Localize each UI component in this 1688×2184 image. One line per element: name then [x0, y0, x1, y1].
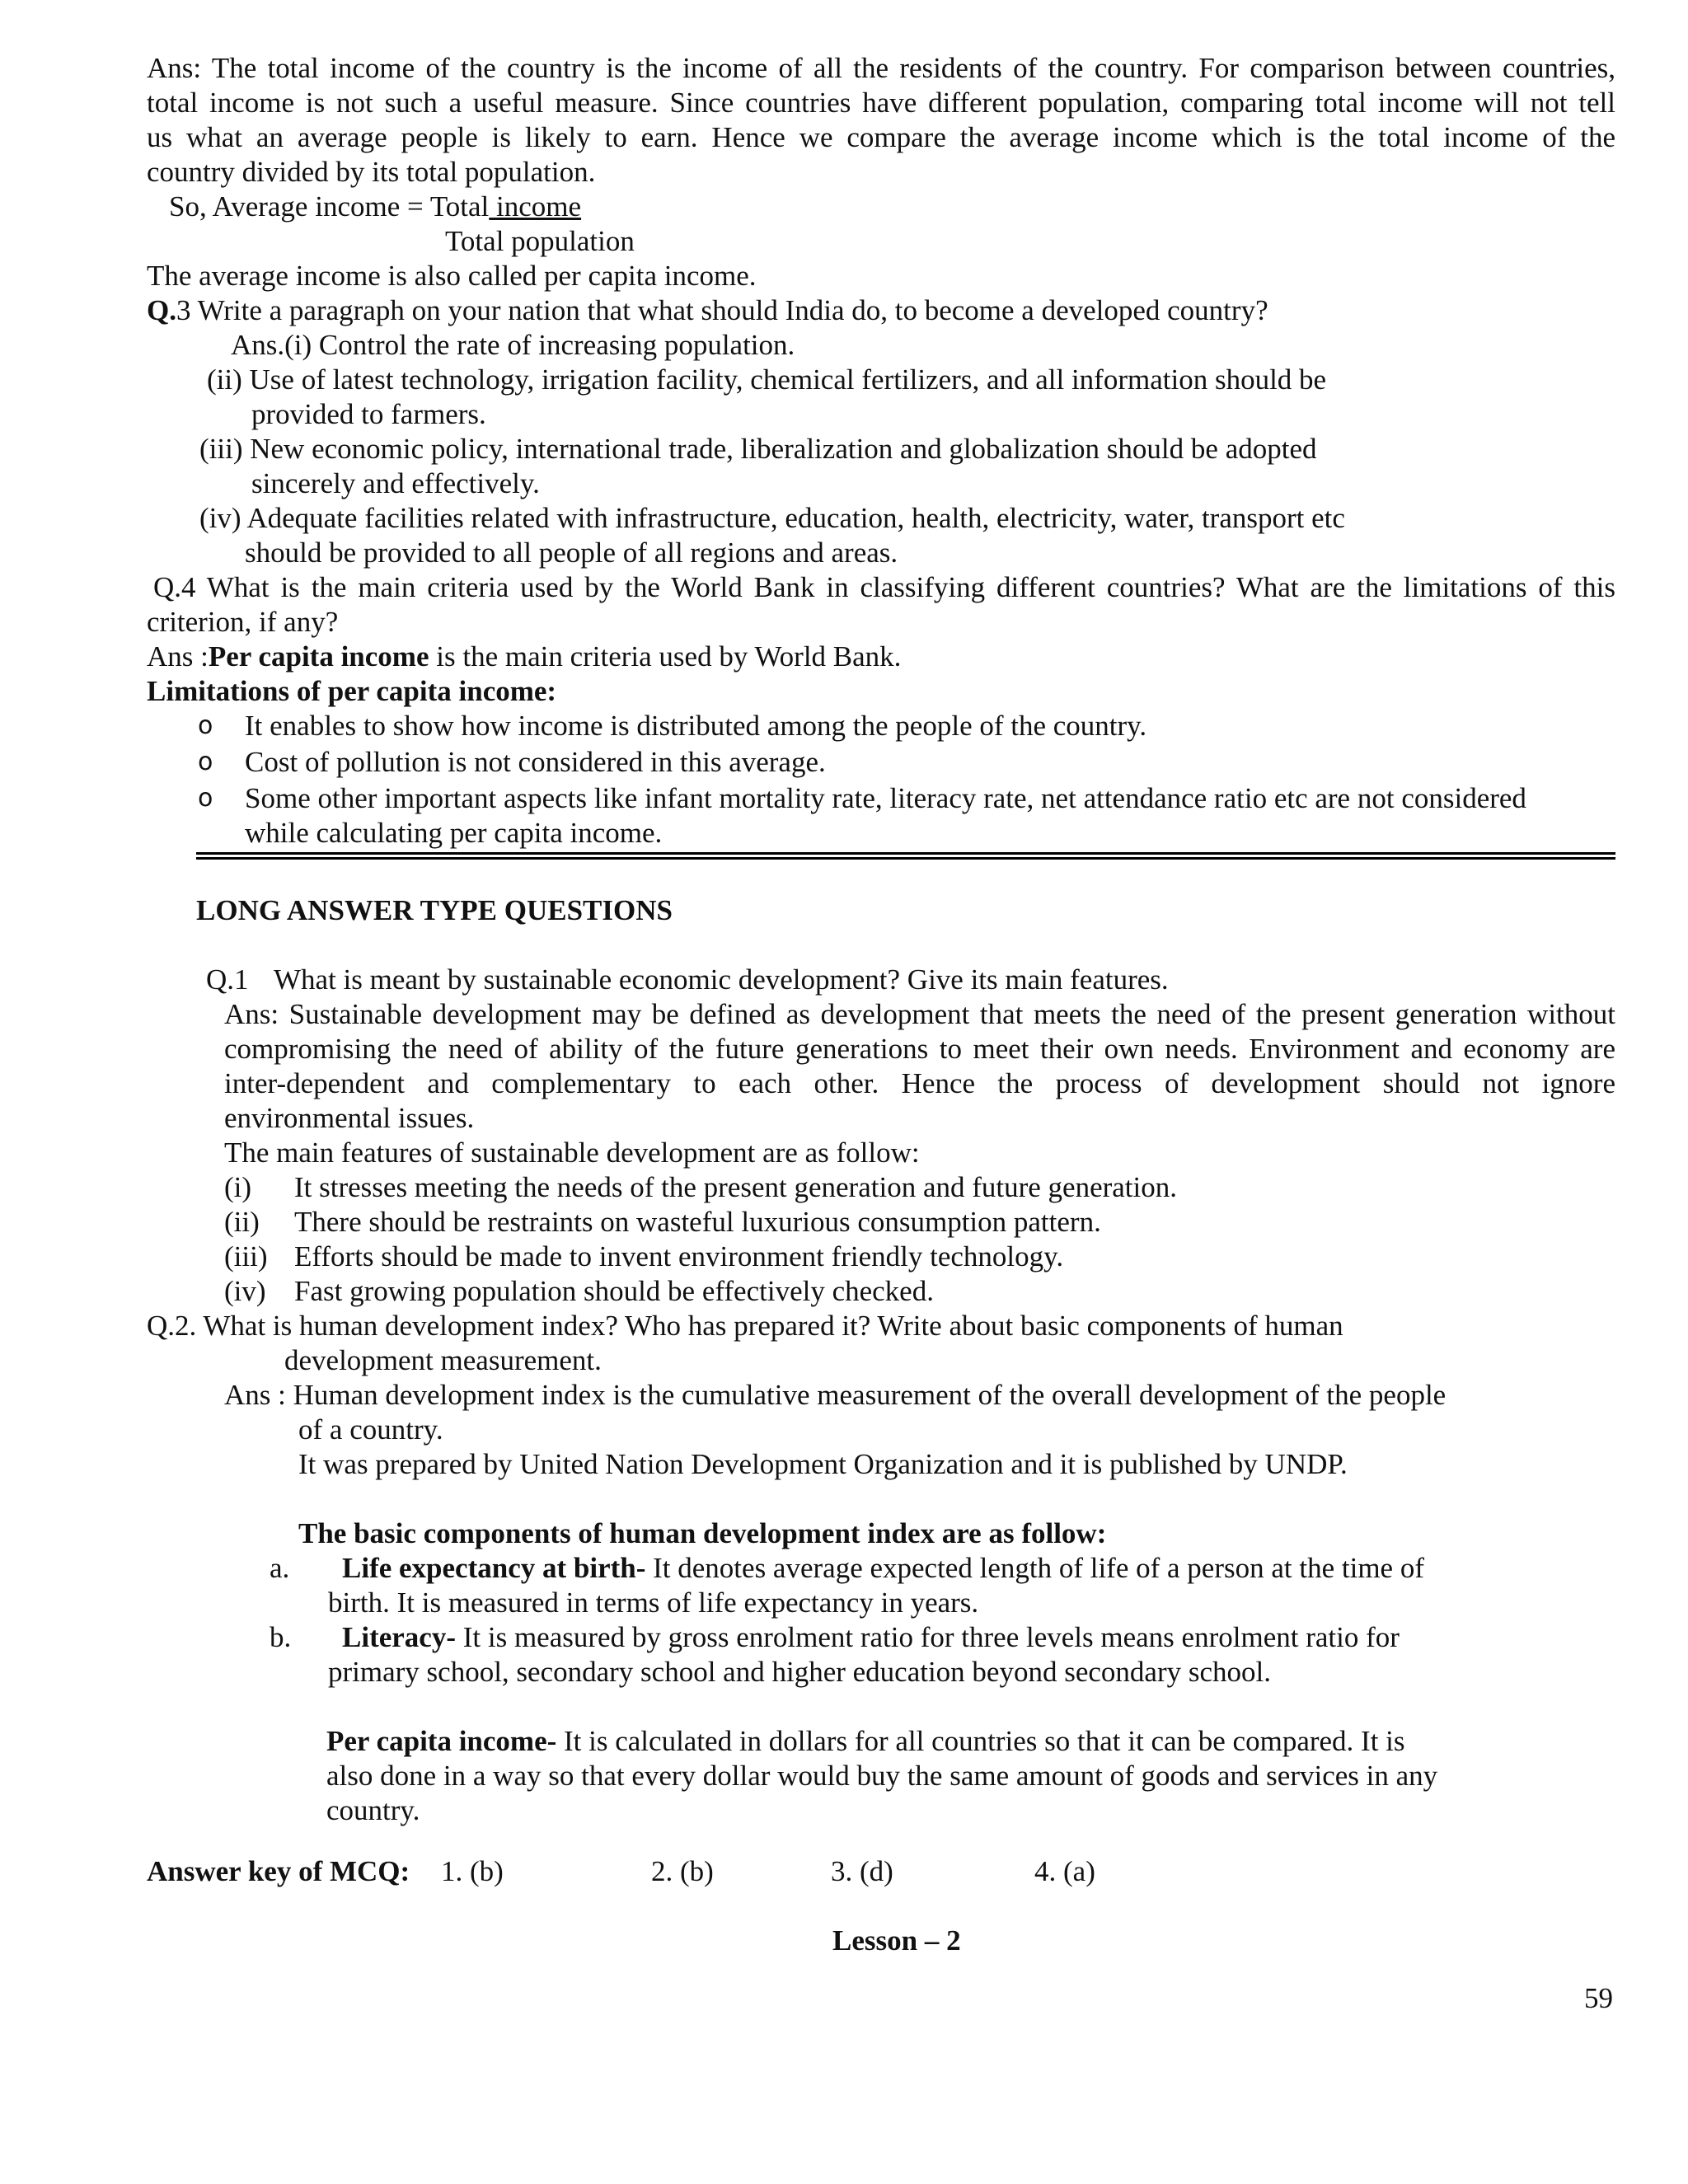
feature-4-text: Fast growing population should be effectively checked.	[294, 1275, 934, 1307]
long-q1-label: Q.1	[206, 963, 249, 996]
long-q2-line-2: development measurement.	[284, 1344, 602, 1376]
pci-line-3: country.	[326, 1794, 420, 1826]
pci-title: Per capita income-	[326, 1725, 557, 1757]
long-q2-ans-line-2: of a country.	[298, 1413, 443, 1446]
limitation-3-cont: while calculating per capita income.	[245, 817, 663, 849]
limitation-1: It enables to show how income is distributed among the people of the country.	[245, 710, 1147, 742]
page-number: 59	[1584, 1982, 1613, 2014]
q4-question-line-2: criterion, if any?	[147, 606, 339, 638]
q4-answer	[147, 640, 901, 674]
answer-key-item-1: 1. (b)	[441, 1855, 504, 1887]
bullet-icon: o	[198, 711, 213, 740]
q3-answer-1: Ans.(i) Control the rate of increasing population.	[231, 329, 795, 361]
q4-ans-bold: Per capita income	[208, 640, 429, 673]
feature-2-text: There should be restraints on wasteful luxurious consumption pattern.	[294, 1206, 1101, 1238]
intro-line-4: country divided by its total population.	[147, 156, 596, 188]
q3-answer-4-cont: should be provided to all people of all regions and areas.	[245, 537, 898, 569]
long-q1-ans-last: environmental issues.	[224, 1102, 475, 1134]
component-a-text: It denotes average expected length of life of a person at the time of	[645, 1552, 1424, 1584]
q3-label: Q.	[147, 294, 176, 326]
q4-question-line-1: Q.4 What is the main criteria used by the World Bank in classifying different countries? What are the limitations of this	[153, 571, 1615, 603]
feature-1-text: It stresses meeting the needs of the present generation and future generation.	[294, 1171, 1178, 1203]
feature-3-num: (iii)	[224, 1240, 268, 1272]
component-b	[342, 1620, 1400, 1655]
intro-line-3: us what an average people is likely to earn. Hence we compare the average income which is the total income of the	[147, 121, 1615, 153]
long-q1-ans-line-3: inter-dependent and complementary to each other. Hence the process of development should not ignore	[224, 1067, 1615, 1099]
per-capita-note: The average income is also called per capita income.	[147, 260, 757, 292]
pci-line-2: also done in a way so that every dollar would buy the same amount of goods and services in any	[326, 1760, 1438, 1792]
q4-ans-rest: is the main criteria used by World Bank.	[429, 640, 902, 673]
pci-line-1	[326, 1724, 1405, 1759]
formula-numerator: income	[489, 190, 582, 223]
q4-ans-prefix: Ans :	[147, 640, 209, 673]
lesson-title: Lesson – 2	[832, 1924, 961, 1957]
answer-key-item-2: 2. (b)	[651, 1855, 714, 1887]
feature-2-num: (ii)	[224, 1206, 260, 1238]
feature-4-num: (iv)	[224, 1275, 266, 1307]
q3-text: Write a paragraph on your nation that what should India do, to become a developed country?	[190, 294, 1268, 326]
limitations-heading: Limitations of per capita income:	[147, 675, 557, 707]
long-q1-ans-line-1: Ans: Sustainable development may be defined as development that meets the need of the present generation without	[224, 998, 1615, 1030]
q3-question	[147, 293, 1268, 328]
long-q1-text: What is meant by sustainable economic development? Give its main features.	[274, 963, 1169, 996]
component-b-title: Literacy-	[342, 1621, 456, 1653]
q3-answer-2: (ii) Use of latest technology, irrigation facility, chemical fertilizers, and all information should be	[207, 363, 1327, 396]
components-heading: The basic components of human development index are as follow:	[298, 1517, 1107, 1549]
features-intro: The main features of sustainable development are as follow:	[224, 1137, 920, 1169]
long-q2-ans-line-3: It was prepared by United Nation Development Organization and it is published by UNDP.	[298, 1448, 1348, 1480]
answer-key-label: Answer key of MCQ:	[147, 1855, 410, 1887]
q3-number: 3	[176, 294, 191, 326]
q3-answer-3-cont: sincerely and effectively.	[251, 467, 540, 499]
component-a	[342, 1551, 1424, 1586]
formula-denominator: Total population	[445, 225, 635, 257]
component-b-cont: primary school, secondary school and higher education beyond secondary school.	[328, 1656, 1271, 1688]
q3-answer-4: (iv) Adequate facilities related with infrastructure, education, health, electricity, water, transport etc	[199, 502, 1345, 534]
component-a-title: Life expectancy at birth-	[342, 1552, 646, 1584]
intro-line-1: Ans: The total income of the country is the income of all the residents of the country. For comparison between countries,	[147, 52, 1615, 84]
average-income-formula	[169, 190, 581, 224]
feature-3-text: Efforts should be made to invent environment friendly technology.	[294, 1240, 1064, 1272]
feature-1-num: (i)	[224, 1171, 252, 1203]
q3-answer-2-cont: provided to farmers.	[251, 398, 486, 430]
section-heading: LONG ANSWER TYPE QUESTIONS	[196, 894, 673, 926]
q3-answer-3: (iii) New economic policy, international trade, liberalization and globalization should be adopted	[199, 433, 1317, 465]
long-q1-ans-line-2: compromising the need of ability of the future generations to meet their own needs. Environment and economy are	[224, 1033, 1615, 1065]
answer-key-item-3: 3. (d)	[831, 1855, 893, 1887]
limitation-2: Cost of pollution is not considered in this average.	[245, 746, 826, 778]
pci-text: It is calculated in dollars for all countries so that it can be compared. It is	[556, 1725, 1405, 1757]
limitation-3: Some other important aspects like infant mortality rate, literacy rate, net attendance ratio etc are not considered	[245, 782, 1526, 814]
formula-prefix: So, Average income = Total	[169, 190, 490, 223]
component-b-letter: b.	[270, 1621, 292, 1653]
intro-line-2: total income is not such a useful measure. Since countries have different population, comparing total income will not tell	[147, 87, 1615, 119]
bullet-icon: o	[198, 784, 213, 813]
bullet-icon: o	[198, 748, 213, 776]
answer-key-item-4: 4. (a)	[1034, 1855, 1095, 1887]
long-q2-ans-line-1: Ans : Human development index is the cumulative measurement of the overall development of the people	[224, 1379, 1447, 1411]
component-a-cont: birth. It is measured in terms of life expectancy in years.	[328, 1586, 979, 1619]
component-a-letter: a.	[270, 1552, 290, 1584]
component-b-text: It is measured by gross enrolment ratio for three levels means enrolment ratio for	[455, 1621, 1400, 1653]
divider-rule-bottom	[196, 857, 1615, 860]
long-q2-line-1: Q.2. What is human development index? Who has prepared it? Write about basic components of human	[147, 1310, 1343, 1342]
divider-rule-top	[196, 852, 1615, 855]
